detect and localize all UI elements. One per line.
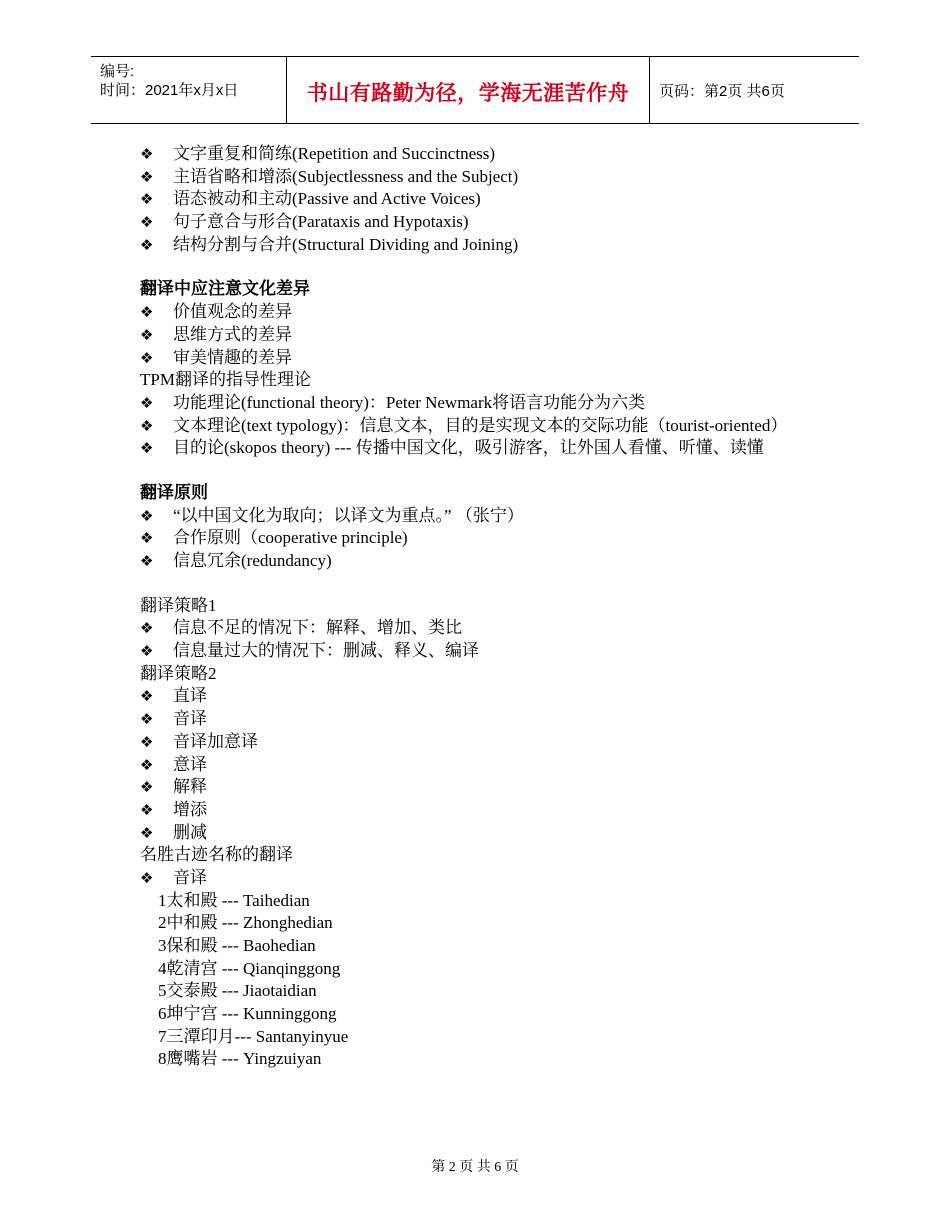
document-number-label: 编号: (100, 63, 135, 80)
bullet-icon: ❖ (140, 506, 154, 525)
page-header (91, 56, 859, 124)
list-item: ❖ 功能理论(functional theory)：Peter Newmark将语言功能分为六类 (140, 392, 812, 415)
document-body (140, 143, 812, 1071)
list-item: ❖ 音译 (140, 708, 812, 731)
bullet-icon: ❖ (140, 755, 154, 774)
list-item: ❖ 删减 (140, 822, 812, 845)
bullet-icon: ❖ (140, 687, 154, 706)
bullet-icon: ❖ (140, 800, 154, 819)
bullet-icon: ❖ (140, 303, 154, 322)
bullet-icon: ❖ (140, 145, 154, 163)
list-item: ❖ 价值观念的差异 (140, 301, 812, 324)
list-item: ❖ 句子意合与形合(Parataxis and Hypotaxis) (140, 211, 812, 234)
bullet-icon: ❖ (140, 190, 154, 209)
bullet-icon: ❖ (140, 732, 154, 751)
list-item: ❖ 结构分割与合并(Structural Dividing and Joining) (140, 234, 812, 257)
bullet-icon: ❖ (140, 868, 154, 887)
subheading-strategy-1: 翻译策略1 (140, 595, 217, 615)
bullet-icon: ❖ (140, 552, 154, 571)
bullet-icon: ❖ (140, 167, 154, 186)
list-item: ❖ 文字重复和简练(Repetition and Succinctness) (140, 143, 812, 166)
bullet-icon: ❖ (140, 213, 154, 232)
document-time-label: 时间：2021年x月x日 (100, 82, 239, 99)
header-meta-cell (91, 57, 287, 123)
list-item: ❖ “以中国文化为取向；以译文为重点。” （张宁） (140, 505, 812, 528)
list-item: ❖ 合作原则（cooperative principle) (140, 527, 812, 550)
bullet-icon: ❖ (140, 439, 154, 458)
place-name-row: 6坤宁宫 --- Kunninggong (158, 1004, 337, 1024)
bullet-icon: ❖ (140, 642, 154, 661)
subheading-place-names: 名胜古迹名称的翻译 (140, 845, 293, 865)
header-page-info: 页码：第2页 共6页 (659, 83, 785, 100)
header-motto-cell (287, 57, 650, 123)
bullet-icon: ❖ (140, 823, 154, 842)
bullet-icon: ❖ (140, 619, 154, 638)
place-name-row: 4乾清宫 --- Qianqinggong (158, 958, 341, 978)
place-name-row: 1太和殿 --- Taihedian (158, 890, 310, 910)
list-item: ❖ 思维方式的差异 (140, 324, 812, 347)
header-page-cell (650, 57, 859, 123)
list-item: ❖ 直译 (140, 685, 812, 708)
bullet-icon: ❖ (140, 529, 154, 548)
list-item: ❖ 审美情趣的差异 (140, 347, 812, 370)
place-name-row: 3保和殿 --- Baohedian (158, 936, 316, 956)
place-name-row: 2中和殿 --- Zhonghedian (158, 913, 333, 933)
bullet-icon: ❖ (140, 778, 154, 797)
list-item: ❖ 增添 (140, 799, 812, 822)
list-item: ❖ 语态被动和主动(Passive and Active Voices) (140, 188, 812, 211)
list-item: ❖ 文本理论(text typology)：信息文本，目的是实现文本的交际功能（tourist-oriented） (140, 415, 812, 438)
bullet-icon: ❖ (140, 325, 154, 344)
header-motto: 书山有路勤为径，学海无涯苦作舟 (306, 81, 630, 105)
subheading-strategy-2: 翻译策略2 (140, 663, 217, 683)
section-heading-principles: 翻译原则 (140, 482, 208, 502)
bullet-icon: ❖ (140, 710, 154, 729)
list-item: ❖ 解释 (140, 776, 812, 799)
page-footer: 第 2 页 共 6 页 (431, 1160, 519, 1175)
list-item: ❖ 音译 (140, 867, 812, 890)
list-item: ❖ 音译加意译 (140, 731, 812, 754)
list-item: ❖ 目的论(skopos theory) --- 传播中国文化，吸引游客，让外国人看懂、听懂、读懂 (140, 437, 812, 460)
place-name-row: 8鹰嘴岩 --- Yingzuiyan (158, 1049, 322, 1069)
list-item: ❖ 意译 (140, 754, 812, 777)
bullet-icon: ❖ (140, 416, 154, 435)
subheading-tpm-theory: TPM翻译的指导性理论 (140, 370, 311, 390)
bullet-icon: ❖ (140, 235, 154, 254)
list-item: ❖ 主语省略和增添(Subjectlessness and the Subject) (140, 166, 812, 189)
list-item: ❖ 信息冗余(redundancy) (140, 550, 812, 573)
section-heading-culture: 翻译中应注意文化差异 (140, 279, 310, 299)
place-name-row: 5交泰殿 --- Jiaotaidian (158, 981, 317, 1001)
list-item: ❖ 信息量过大的情况下：删减、释义、编译 (140, 640, 812, 663)
bullet-icon: ❖ (140, 348, 154, 367)
bullet-icon: ❖ (140, 393, 154, 412)
place-name-row: 7三潭印月--- Santanyinyue (158, 1026, 349, 1046)
list-item: ❖ 信息不足的情况下：解释、增加、类比 (140, 617, 812, 640)
